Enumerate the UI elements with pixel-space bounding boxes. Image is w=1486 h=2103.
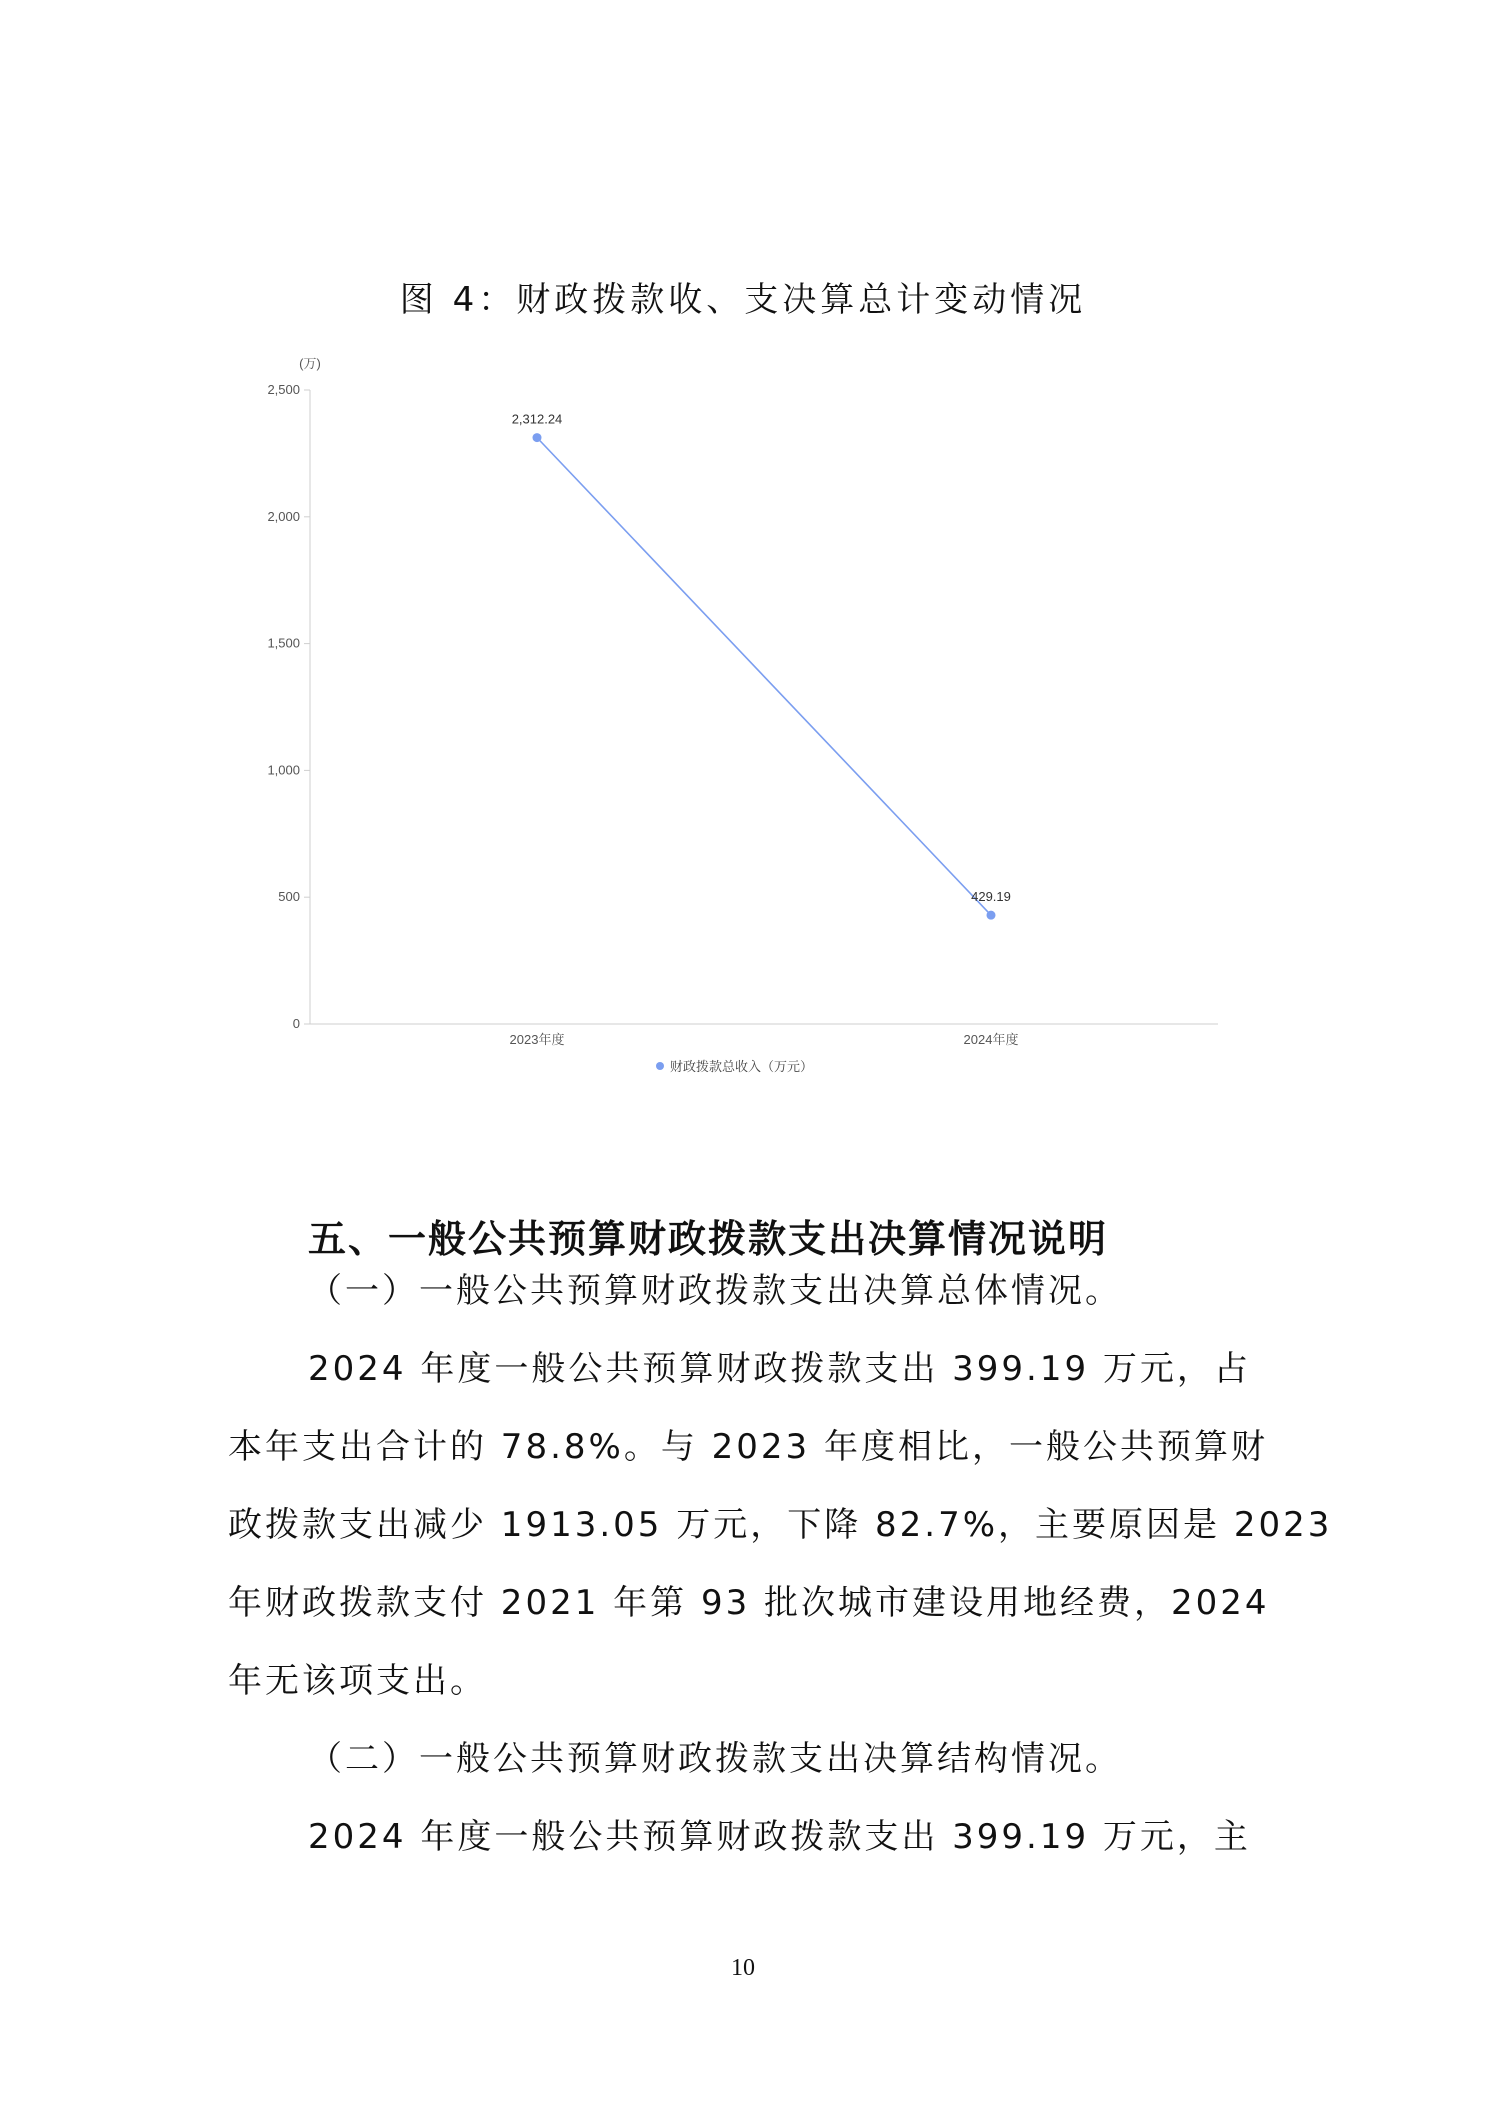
y-tick-label: 1,500 [267, 635, 300, 651]
paragraph-line-1: （一）一般公共预算财政拨款支出决算总体情况。 [308, 1271, 1122, 1311]
figure-title: 图 4：财政拨款收、支决算总计变动情况 [399, 280, 1087, 320]
data-point [533, 433, 542, 442]
legend-label: 财政拨款总收入（万元） [670, 1060, 814, 1075]
y-tick-label: 2,000 [267, 508, 300, 524]
page-number: 10 [731, 1955, 755, 1981]
x-tick-label: 2024年度 [963, 1032, 1019, 1047]
paragraph-line-6: 年无该项支出。 [228, 1661, 487, 1701]
y-unit-label: (万) [299, 356, 321, 371]
paragraph-line-8: 2024 年度一般公共预算财政拨款支出 399.19 万元，主 [308, 1817, 1251, 1857]
series-line [537, 438, 991, 916]
paragraph-line-2: 2024 年度一般公共预算财政拨款支出 399.19 万元，占 [308, 1349, 1251, 1389]
data-label: 429.19 [971, 889, 1011, 905]
data-point [987, 911, 996, 920]
paragraph-line-5: 年财政拨款支付 2021 年第 93 批次城市建设用地经费，2024 [228, 1583, 1270, 1623]
paragraph-line-7: （二）一般公共预算财政拨款支出决算结构情况。 [308, 1739, 1122, 1779]
data-label: 2,312.24 [511, 411, 563, 427]
y-tick-label: 2,500 [267, 382, 300, 397]
legend-marker [656, 1062, 664, 1070]
y-tick-label: 500 [278, 889, 300, 905]
paragraph-line-3: 本年支出合计的 78.8%。与 2023 年度相比，一般公共预算财 [228, 1427, 1268, 1467]
x-tick-label: 2023年度 [509, 1032, 565, 1047]
section-heading: 五、一般公共预算财政拨款支出决算情况说明 [308, 1217, 1109, 1261]
y-tick-label: 0 [292, 1016, 300, 1031]
y-tick-label: 1,000 [267, 762, 300, 778]
paragraph-line-4: 政拨款支出减少 1913.05 万元，下降 82.7%，主要原因是 2023 [228, 1505, 1333, 1545]
